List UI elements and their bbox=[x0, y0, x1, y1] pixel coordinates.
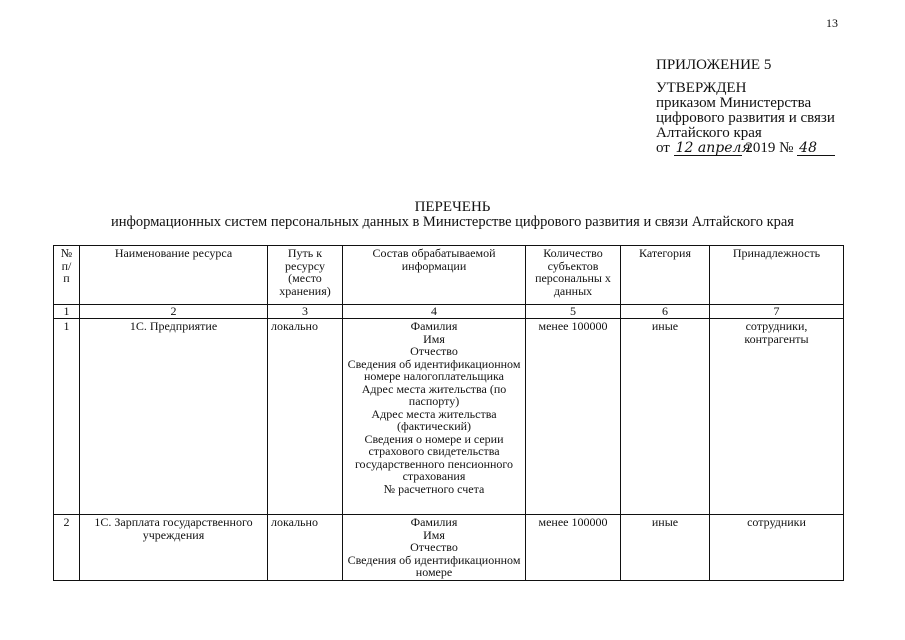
info-item: Сведения о номере и серии страхового свидетельства государственного пенсионного страхования bbox=[354, 431, 514, 483]
row-category: иные bbox=[621, 515, 710, 581]
column-number: 7 bbox=[710, 305, 844, 319]
row-category: иные bbox=[621, 319, 710, 515]
column-number-row bbox=[54, 305, 844, 319]
header-info: Состав обрабатываемой информации bbox=[343, 246, 526, 305]
row-belonging: сотрудники bbox=[710, 515, 844, 581]
info-item: Отчество bbox=[410, 540, 458, 554]
document-title: ПЕРЕЧЕНЬ bbox=[414, 199, 491, 215]
appendix-label: ПРИЛОЖЕНИЕ 5 bbox=[656, 57, 772, 73]
row-info bbox=[343, 319, 526, 515]
order-year: 2019 № bbox=[745, 140, 794, 156]
table-row bbox=[54, 515, 844, 581]
document-subtitle: информационных систем персональных данных в Министерстве цифрового развития и связи Алтайского края bbox=[111, 214, 794, 230]
handwritten-date: 12 апреля bbox=[675, 140, 751, 156]
row-name: 1С. Зарплата государственного учреждения bbox=[80, 515, 268, 581]
row-path: локально bbox=[268, 319, 343, 515]
info-item: Адрес места жительства (фактический) bbox=[371, 406, 497, 433]
info-list bbox=[346, 516, 522, 579]
info-item: Отчество bbox=[410, 344, 458, 358]
order-line-1: приказом Министерства bbox=[656, 95, 812, 111]
row-path: локально bbox=[268, 515, 343, 581]
info-item: Имя bbox=[423, 331, 445, 346]
row-num: 1 bbox=[54, 319, 80, 515]
info-list bbox=[346, 320, 522, 495]
header-path: Путь к ресурсу (место хранения) bbox=[268, 246, 343, 305]
row-num: 2 bbox=[54, 515, 80, 581]
header-name: Наименование ресурса bbox=[80, 246, 268, 305]
date-prefix: от bbox=[656, 140, 670, 156]
order-line-2: цифрового развития и связи bbox=[656, 110, 835, 126]
column-number: 3 bbox=[268, 305, 343, 319]
order-line-3: Алтайского края bbox=[656, 125, 762, 141]
table-header-row bbox=[54, 246, 844, 305]
info-item: № расчетного счета bbox=[383, 481, 485, 496]
resources-table bbox=[53, 245, 844, 581]
header-category: Категория bbox=[621, 246, 710, 305]
row-name: 1С. Предприятие bbox=[80, 319, 268, 515]
info-item: Имя bbox=[423, 527, 445, 542]
handwritten-order-number: 48 bbox=[797, 142, 835, 156]
column-number: 2 bbox=[80, 305, 268, 319]
order-dateline bbox=[656, 141, 842, 156]
page-number: 13 bbox=[826, 16, 838, 30]
header-count: Количество субъектов персональны х данных bbox=[526, 246, 621, 305]
row-count: менее 100000 bbox=[526, 319, 621, 515]
info-item: Сведения об идентификационном номере bbox=[347, 552, 521, 579]
column-number: 1 bbox=[54, 305, 80, 319]
info-item: Фамилия bbox=[410, 319, 458, 333]
info-item: Адрес места жительства (по паспорту) bbox=[361, 381, 507, 408]
approval-block bbox=[656, 58, 842, 156]
info-item: Сведения об идентификационном номере налогоплательщика bbox=[347, 356, 521, 383]
info-item: Фамилия bbox=[410, 515, 458, 529]
row-info bbox=[343, 515, 526, 581]
header-num: № п/ п bbox=[54, 246, 80, 305]
column-number: 5 bbox=[526, 305, 621, 319]
header-belonging: Принадлежность bbox=[710, 246, 844, 305]
table-row bbox=[54, 319, 844, 515]
approved-label: УТВЕРЖДЕН bbox=[656, 80, 747, 96]
column-number: 4 bbox=[343, 305, 526, 319]
column-number: 6 bbox=[621, 305, 710, 319]
row-count: менее 100000 bbox=[526, 515, 621, 581]
row-belonging: сотрудники, контрагенты bbox=[710, 319, 844, 515]
